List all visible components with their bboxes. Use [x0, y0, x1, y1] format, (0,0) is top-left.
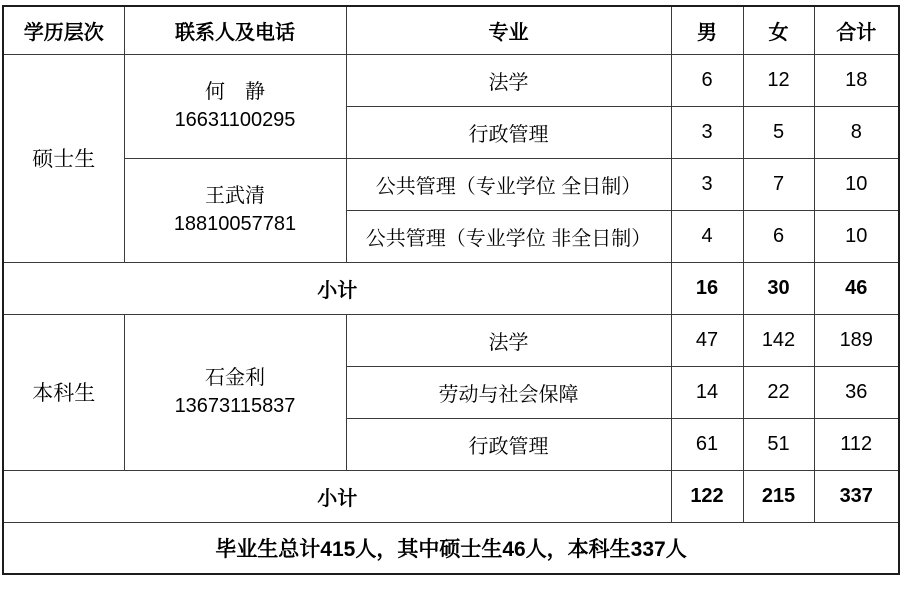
- table-row-master-mpa-ft: [3, 158, 899, 210]
- footer-row: [3, 522, 899, 574]
- table-row-master-law: [3, 54, 899, 106]
- contact-name: 石金利: [205, 367, 265, 389]
- subtotal-label: 小计: [3, 262, 671, 314]
- header-total: 合计: [814, 6, 899, 54]
- contact-cell-wangwuqing: [124, 158, 346, 262]
- contact-phone: 13673115837: [174, 395, 296, 417]
- header-row: [3, 6, 899, 54]
- contact-phone: 16631100295: [174, 109, 296, 131]
- subtotal-total: 337: [814, 470, 899, 522]
- major-cell: 劳动与社会保障: [346, 366, 671, 418]
- contact-cell-shijinli: [124, 314, 346, 470]
- header-contact: 联系人及电话: [124, 6, 346, 54]
- female-count: 6: [743, 210, 814, 262]
- female-count: 5: [743, 106, 814, 158]
- subtotal-male: 16: [671, 262, 743, 314]
- subtotal-row-bachelor: [3, 470, 899, 522]
- major-cell: 行政管理: [346, 418, 671, 470]
- major-cell: 行政管理: [346, 106, 671, 158]
- male-count: 4: [671, 210, 743, 262]
- major-cell: 公共管理（专业学位 全日制）: [346, 158, 671, 210]
- female-count: 22: [743, 366, 814, 418]
- header-major: 专业: [346, 6, 671, 54]
- subtotal-female: 30: [743, 262, 814, 314]
- major-cell: 法学: [346, 54, 671, 106]
- female-count: 51: [743, 418, 814, 470]
- male-count: 47: [671, 314, 743, 366]
- total-count: 8: [814, 106, 899, 158]
- male-count: 14: [671, 366, 743, 418]
- table-row-bachelor-law: [3, 314, 899, 366]
- major-cell: 法学: [346, 314, 671, 366]
- total-count: 18: [814, 54, 899, 106]
- total-count: 10: [814, 210, 899, 262]
- subtotal-row-master: [3, 262, 899, 314]
- subtotal-female: 215: [743, 470, 814, 522]
- female-count: 7: [743, 158, 814, 210]
- contact-cell-hejing: [124, 54, 346, 158]
- contact-phone: 18810057781: [173, 213, 297, 235]
- male-count: 3: [671, 106, 743, 158]
- total-count: 112: [814, 418, 899, 470]
- subtotal-total: 46: [814, 262, 899, 314]
- major-cell: 公共管理（专业学位 非全日制）: [346, 210, 671, 262]
- contact-name: 何 静: [205, 81, 265, 103]
- header-male: 男: [671, 6, 743, 54]
- header-female: 女: [743, 6, 814, 54]
- subtotal-label: 小计: [3, 470, 671, 522]
- male-count: 6: [671, 54, 743, 106]
- level-cell-bachelor: 本科生: [3, 314, 124, 470]
- graduates-summary-table: [2, 5, 900, 575]
- subtotal-male: 122: [671, 470, 743, 522]
- male-count: 3: [671, 158, 743, 210]
- total-count: 189: [814, 314, 899, 366]
- grand-total-note: 毕业生总计415人，其中硕士生46人，本科生337人: [3, 522, 899, 574]
- total-count: 36: [814, 366, 899, 418]
- female-count: 12: [743, 54, 814, 106]
- level-cell-master: 硕士生: [3, 54, 124, 262]
- male-count: 61: [671, 418, 743, 470]
- header-level: 学历层次: [3, 6, 124, 54]
- female-count: 142: [743, 314, 814, 366]
- total-count: 10: [814, 158, 899, 210]
- contact-name: 王武清: [205, 185, 265, 207]
